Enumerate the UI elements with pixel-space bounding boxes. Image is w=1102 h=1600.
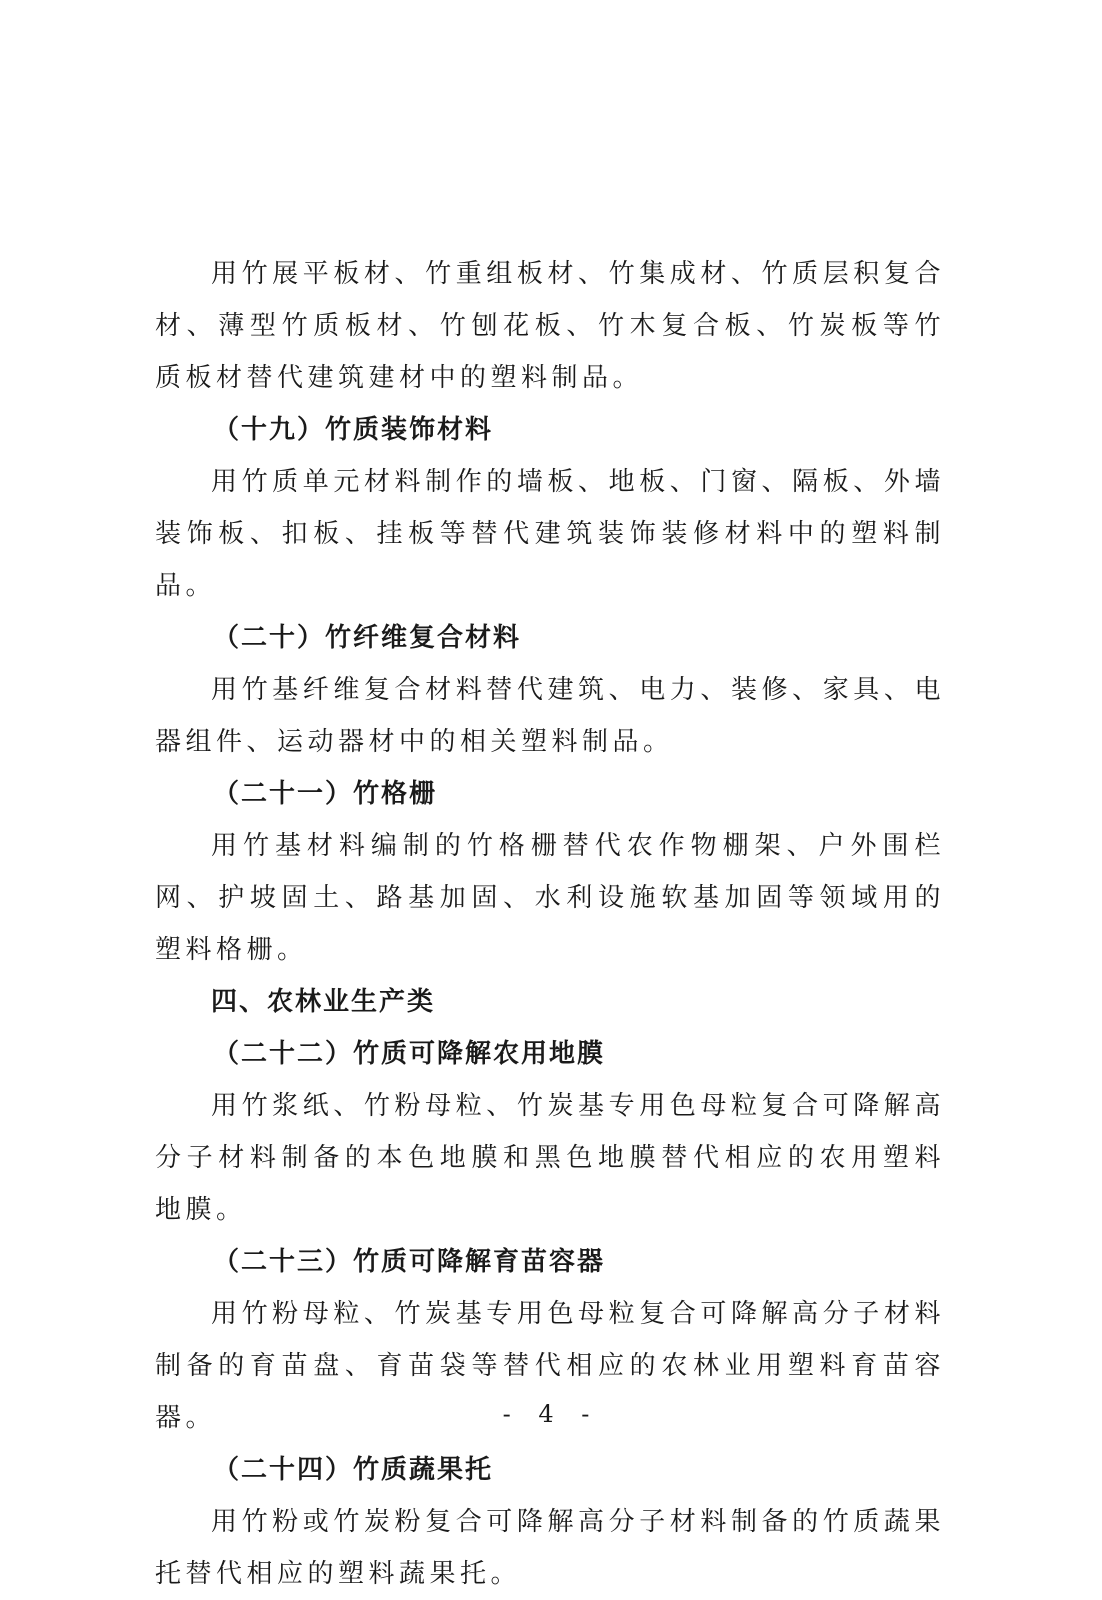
page-number: - 4 - xyxy=(502,1400,600,1428)
paragraph-bamboo-grid: 用竹基材料编制的竹格栅替代农作物棚架、户外围栏网、护坡固土、路基加固、水利设施软基加固等领域用的塑料格栅。 xyxy=(155,831,945,965)
heading-bamboo-decorative-materials: （十九）竹质装饰材料 xyxy=(213,415,494,445)
heading-bamboo-mulch-film: （二十二）竹质可降解农用地膜 xyxy=(213,1039,606,1069)
heading-bamboo-fiber-composites: （二十）竹纤维复合材料 xyxy=(213,623,522,653)
heading-bamboo-fruit-trays: （二十四）竹质蔬果托 xyxy=(213,1455,494,1485)
paragraph-bamboo-fruit-trays: 用竹粉或竹炭粉复合可降解高分子材料制备的竹质蔬果托替代相应的塑料蔬果托。 xyxy=(155,1507,945,1589)
paragraph-bamboo-fiber-composites: 用竹基纤维复合材料替代建筑、电力、装修、家具、电器组件、运动器材中的相关塑料制品。 xyxy=(155,675,945,757)
heading-bamboo-grid: （二十一）竹格栅 xyxy=(213,779,438,809)
paragraph-bamboo-decorative-materials: 用竹质单元材料制作的墙板、地板、门窗、隔板、外墙装饰板、扣板、挂板等替代建筑装饰装修材料中的塑料制品。 xyxy=(155,467,945,601)
paragraph-bamboo-mulch-film: 用竹浆纸、竹粉母粒、竹炭基专用色母粒复合可降解高分子材料制备的本色地膜和黑色地膜替代相应的农用塑料地膜。 xyxy=(155,1091,945,1225)
paragraph-bamboo-boards: 用竹展平板材、竹重组板材、竹集成材、竹质层积复合材、薄型竹质板材、竹刨花板、竹木复合板、竹炭板等竹质板材替代建筑建材中的塑料制品。 xyxy=(155,259,945,393)
paragraph-bamboo-seedling-containers: 用竹粉母粒、竹炭基专用色母粒复合可降解高分子材料制备的育苗盘、育苗袋等替代相应的农林业用塑料育苗容器。 xyxy=(155,1299,945,1433)
heading-bamboo-seedling-containers: （二十三）竹质可降解育苗容器 xyxy=(213,1247,606,1277)
section-heading-agriculture-forestry: 四、农林业生产类 xyxy=(211,987,436,1017)
